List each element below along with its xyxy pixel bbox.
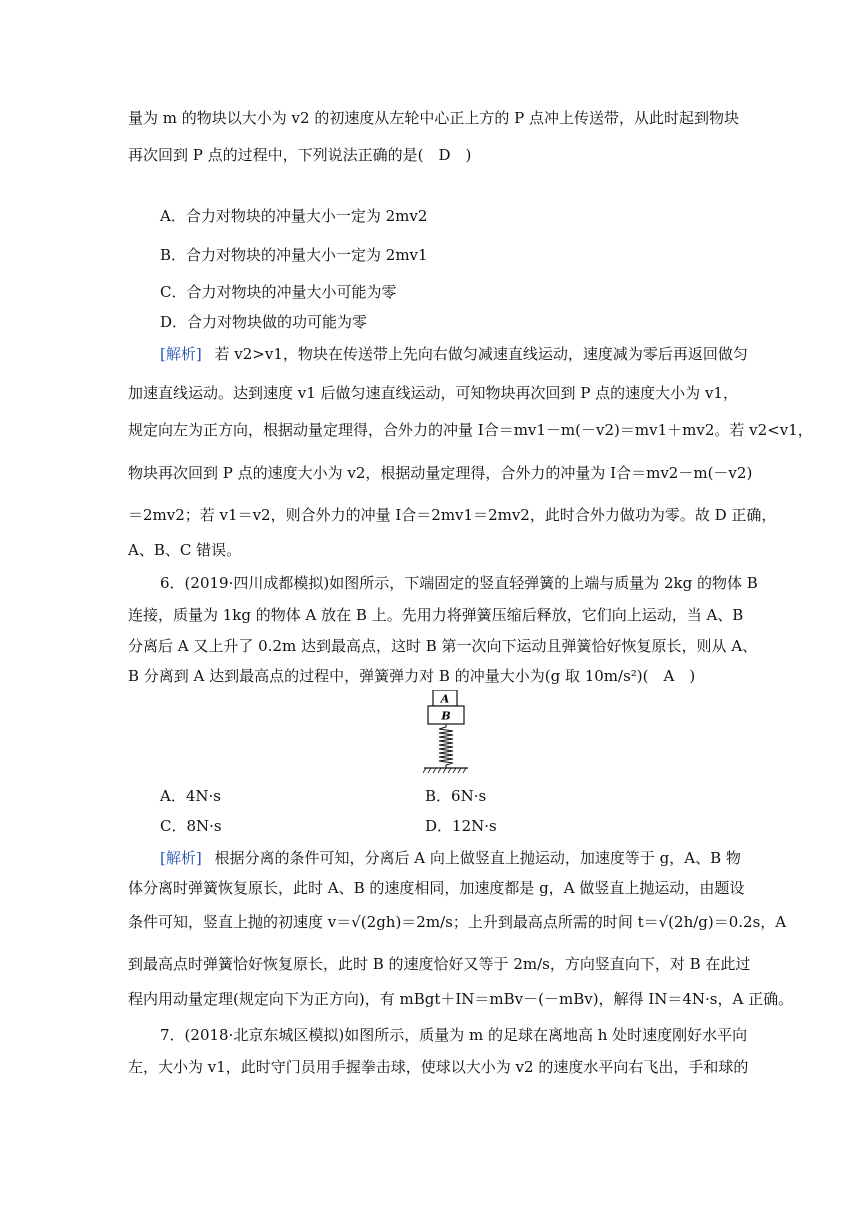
q5-analysis-text-1: 若 v2>v1，物块在传送带上先向右做匀减速直线运动，速度减为零后再返回做匀 — [214, 345, 748, 363]
q6-option-a: A．4N·s — [160, 787, 221, 805]
q5-stem-line-2: 再次回到 P 点的过程中，下列说法正确的是( D ) — [128, 146, 472, 164]
q6-option-c: C．8N·s — [160, 817, 222, 835]
q5-analysis-line-1 — [160, 344, 748, 364]
ground-hatching — [423, 768, 466, 773]
q6-analysis-tag: [解析] — [160, 849, 202, 867]
q5-option-a: A．合力对物块的冲量大小一定为 2mv2 — [160, 207, 428, 225]
block-a-label: A — [440, 692, 450, 706]
q6-analysis-text-1: 根据分离的条件可知，分离后 A 向上做竖直上抛运动，加速度等于 g，A、B 物 — [214, 849, 741, 867]
q6-stem-line-1: 6．(2019·四川成都模拟)如图所示，下端固定的竖直轻弹簧的上端与质量为 2kg 的物体 B — [160, 574, 758, 592]
q5-analysis-line-6: A、B、C 错误。 — [128, 541, 242, 559]
q6-option-b: B．6N·s — [425, 787, 487, 805]
q5-analysis-tag: [解析] — [160, 345, 202, 363]
q5-analysis-line-2: 加速直线运动。达到速度 v1 后做匀速直线运动，可知物块再次回到 P 点的速度大小为 v1， — [128, 384, 738, 402]
q6-analysis-line-1 — [160, 848, 741, 868]
q5-stem-line-1: 量为 m 的物块以大小为 v2 的初速度从左轮中心正上方的 P 点冲上传送带，从此时起到物块 — [128, 109, 739, 127]
q6-analysis-line-2: 体分离时弹簧恢复原长，此时 A、B 的速度相同，加速度都是 g，A 做竖直上抛运动，由题设 — [128, 879, 745, 897]
q7-stem-line-2: 左，大小为 v1，此时守门员用手握拳击球，使球以大小为 v2 的速度水平向右飞出，手和球的 — [128, 1058, 749, 1076]
spring-diagram — [418, 690, 468, 774]
q6-stem-line-2: 连接，质量为 1kg 的物体 A 放在 B 上。先用力将弹簧压缩后释放，它们向上运动，当 A、B — [128, 606, 744, 624]
q5-option-d: D．合力对物块做的功可能为零 — [160, 313, 368, 331]
block-b-label: B — [441, 709, 451, 723]
q5-analysis-line-3: 规定向左为正方向，根据动量定理得，合外力的冲量 I合＝mv1－m(－v2)＝mv1＋mv2。若 v2<v1， — [128, 421, 813, 439]
q6-analysis-line-4: 到最高点时弹簧恰好恢复原长，此时 B 的速度恰好又等于 2m/s，方向竖直向下，对 B 在此过 — [128, 955, 751, 973]
q5-analysis-line-4: 物块再次回到 P 点的速度大小为 v2，根据动量定理得，合外力的冲量为 I合＝mv2－m(－v2) — [128, 464, 753, 482]
q5-option-c: C．合力对物块的冲量大小可能为零 — [160, 283, 397, 301]
q6-stem-line-3: 分离后 A 又上升了 0.2m 达到最高点，这时 B 第一次向下运动且弹簧恰好恢复原长，则从 A、 — [128, 637, 758, 655]
q6-analysis-line-3: 条件可知，竖直上抛的初速度 v＝√(2gh)＝2m/s；上升到最高点所需的时间 t＝√(2h/g)＝0.2s，A — [128, 913, 787, 931]
q6-option-d: D．12N·s — [425, 817, 497, 835]
q5-analysis-line-5: ＝2mv2；若 v1＝v2，则合外力的冲量 I合＝2mv1＝2mv2，此时合外力做功为零。故 D 正确， — [128, 506, 777, 524]
q5-option-b: B．合力对物块的冲量大小一定为 2mv1 — [160, 246, 428, 264]
spring-blocks-figure — [418, 690, 468, 778]
q6-stem-line-4: B 分离到 A 达到最高点的过程中，弹簧弹力对 B 的冲量大小为(g 取 10m/s²)( A ) — [128, 667, 696, 685]
spring-coil — [439, 724, 453, 768]
q6-analysis-line-5: 程内用动量定理(规定向下为正方向)，有 mBgt＋IN＝mBv－(－mBv)，解得 IN＝4N·s，A 正确。 — [128, 990, 794, 1008]
q7-stem-line-1: 7．(2018·北京东城区模拟)如图所示，质量为 m 的足球在离地高 h 处时速度刚好水平向 — [160, 1026, 748, 1044]
